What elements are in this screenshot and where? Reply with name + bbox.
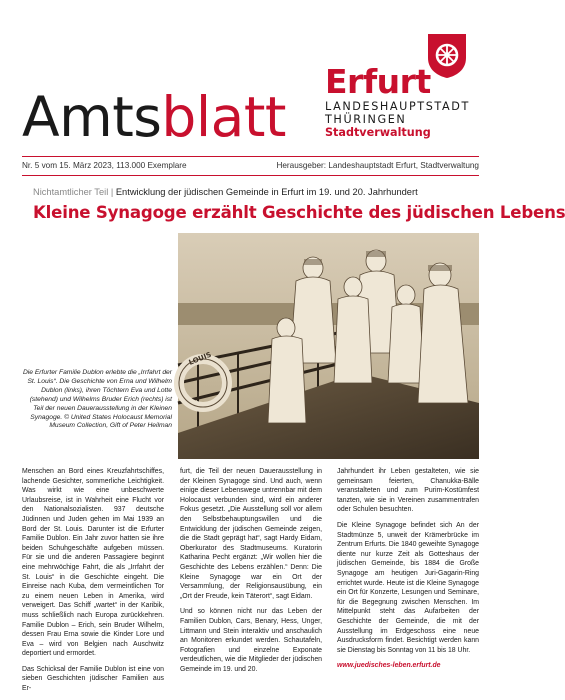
paragraph: Jahrhundert ihr Leben gestalteten, wie sie gemeinsam feierten, Chanukka-Bälle veranstalteten und zum Purim-Kostümfest tanzten, wie sie in Vereinen zusammentrafen oder Schulen besuchten. bbox=[337, 468, 479, 514]
article-column-3 bbox=[337, 467, 479, 677]
city-logo-name: Erfurt bbox=[325, 62, 431, 101]
city-line-thueringen: THÜRINGEN bbox=[325, 113, 407, 126]
article-photo bbox=[178, 233, 479, 459]
divider-middle bbox=[22, 175, 479, 176]
paragraph: Und so können nicht nur das Leben der Familien Dublon, Cars, Benary, Hess, Unger, Littmann und Stein interaktiv und anschaulich an Monitoren erkundet werden. Schautafeln, Fotografien und einzelne Exponate verdeutlichen, wie die Mitglieder der jüdischen Gemeinde im 19. und 20. bbox=[180, 608, 322, 673]
article-headline: Kleine Synagoge erzählt Geschichte des jüdischen Lebens bbox=[33, 203, 565, 222]
divider-top bbox=[22, 156, 479, 157]
masthead-word-black: Amts bbox=[22, 85, 162, 149]
publisher-line: Herausgeber: Landeshauptstadt Erfurt, Stadtverwaltung bbox=[276, 161, 479, 170]
photo-caption: Die Erfurter Familie Dublon erlebte die „Irrfahrt der St. Louis“. Die Geschichte von Erna und Wilhelm Dublon (links), ihren Töchtern Eva und Lotte (stehend) und Wilhelms Bruder Erich (rechts) ist Teil der neuen Dauerausstellung in der Kleinen Synagoge. © United States Holocaust Memorial Museum Collection, Gift of Peter Heilman bbox=[22, 369, 172, 430]
issue-line: Nr. 5 vom 15. März 2023, 113.000 Exemplare bbox=[22, 161, 187, 170]
kicker-topic: Entwicklung der jüdischen Gemeinde in Erfurt im 19. und 20. Jahrhundert bbox=[115, 187, 418, 197]
masthead-word-red: blatt bbox=[161, 85, 286, 149]
masthead-title bbox=[22, 85, 286, 149]
kicker-category: Nichtamtlicher Teil | bbox=[33, 187, 114, 197]
city-line-landeshauptstadt: LANDESHAUPTSTADT bbox=[325, 100, 470, 113]
paragraph: furt, die Teil der neuen Dauerausstellung in der Kleinen Synagoge sind. Und auch, wenn einige dieser Lebenswege untrennbar mit dem Holocaust verbunden sind, wird ein anderer Fokus gesetzt. „Die Ausstellung soll vor allem den Selbstbehauptungswillen und die Entwicklung der jüdischen Gemeinde zeigen, die die Stadt geprägt hat“, sagt Hardy Eidam, Oberkurator des Stadtmuseums. Kuratorin Katharina Pecht ergänzt: „Wir wollen hier die Geschichte des Lebens erzählen.“ Denn: Die Kleine Synagoge war ein Ort der Versammlung, der Religionsausübung, ein „Ort der Freude, kein Täterort“, sagt Eidam. bbox=[180, 468, 322, 600]
paragraph: Menschen an Bord eines Kreuzfahrtschiffes, lachende Gesichter, sommerliche Leichtigkeit. Was wirkt wie eine unbeschwerte Urlaubsreise, ist in Wahrheit eine Flucht vor den Nationalsozialisten. 937 deutsche Jüdinnen und Juden gehen im Mai 1939 an Bord der St. Louis. Darunter ist die Erfurter Familie Dublon. Ein Jahr zuvor hatten sie ihre beiden Schuhgeschäfte aufgeben müssen. Für sie und die anderen Passagiere beginnt eine mehrwöchige Fahrt, die als „Irrfahrt der St. Louis“ in die Geschichte eingeht. Die Einreise nach Kuba, dem vermeintlichen Tor zu einem neuen Leben in Amerika, wird verweigert. Das Schiff „wartet“ in der Karibik, muss schließlich nach Europa zurückkehren. Familie Dublon – Erich, sein Bruder Wilhelm, dessen Frau Erna sowie die Kinder Lore und Eva – wird von Belgien nach Auschwitz deportiert und ermordet. bbox=[22, 468, 164, 658]
city-logo-subtitle bbox=[325, 100, 485, 140]
erfurt-wheel-coat-of-arms-icon bbox=[427, 33, 467, 79]
website-link[interactable]: www.juedisches-leben.erfurt.de bbox=[337, 662, 441, 670]
article-kicker bbox=[33, 187, 418, 197]
paragraph: Das Schicksal der Familie Dublon ist eine von sieben Geschichten jüdischer Familien aus Er- bbox=[22, 665, 164, 693]
city-line-stadtverwaltung: Stadtverwaltung bbox=[325, 126, 431, 139]
lifebuoy-text: LOUIS bbox=[187, 350, 213, 367]
article-column-2 bbox=[180, 467, 322, 680]
paragraph: Die Kleine Synagoge befindet sich An der Stadtmünze 5, unweit der Krämerbrücke im Zentrum Erfurts. Die 1840 geweihte Synagoge diente nur kurze Zeit als Gotteshaus der jüdischen Gemeinde, bis 1884 die Große Synagoge am heutigen Juri-Gagarin-Ring errichtet wurde. Heute ist die Kleine Synagoge ein Ort für Konzerte, Lesungen und Seminare, für die Begegnung zwischen Menschen. Im Mittelpunkt steht das Aufarbeiten der Geschichte der Gemeinde, die mit der Ausstellung im Erdgeschoss eine neue Ausdrucksform findet. Besichtigt werden kann sie Dienstag bis Sonntag von 11 bis 18 Uhr. bbox=[337, 521, 479, 654]
article-column-1 bbox=[22, 467, 164, 700]
